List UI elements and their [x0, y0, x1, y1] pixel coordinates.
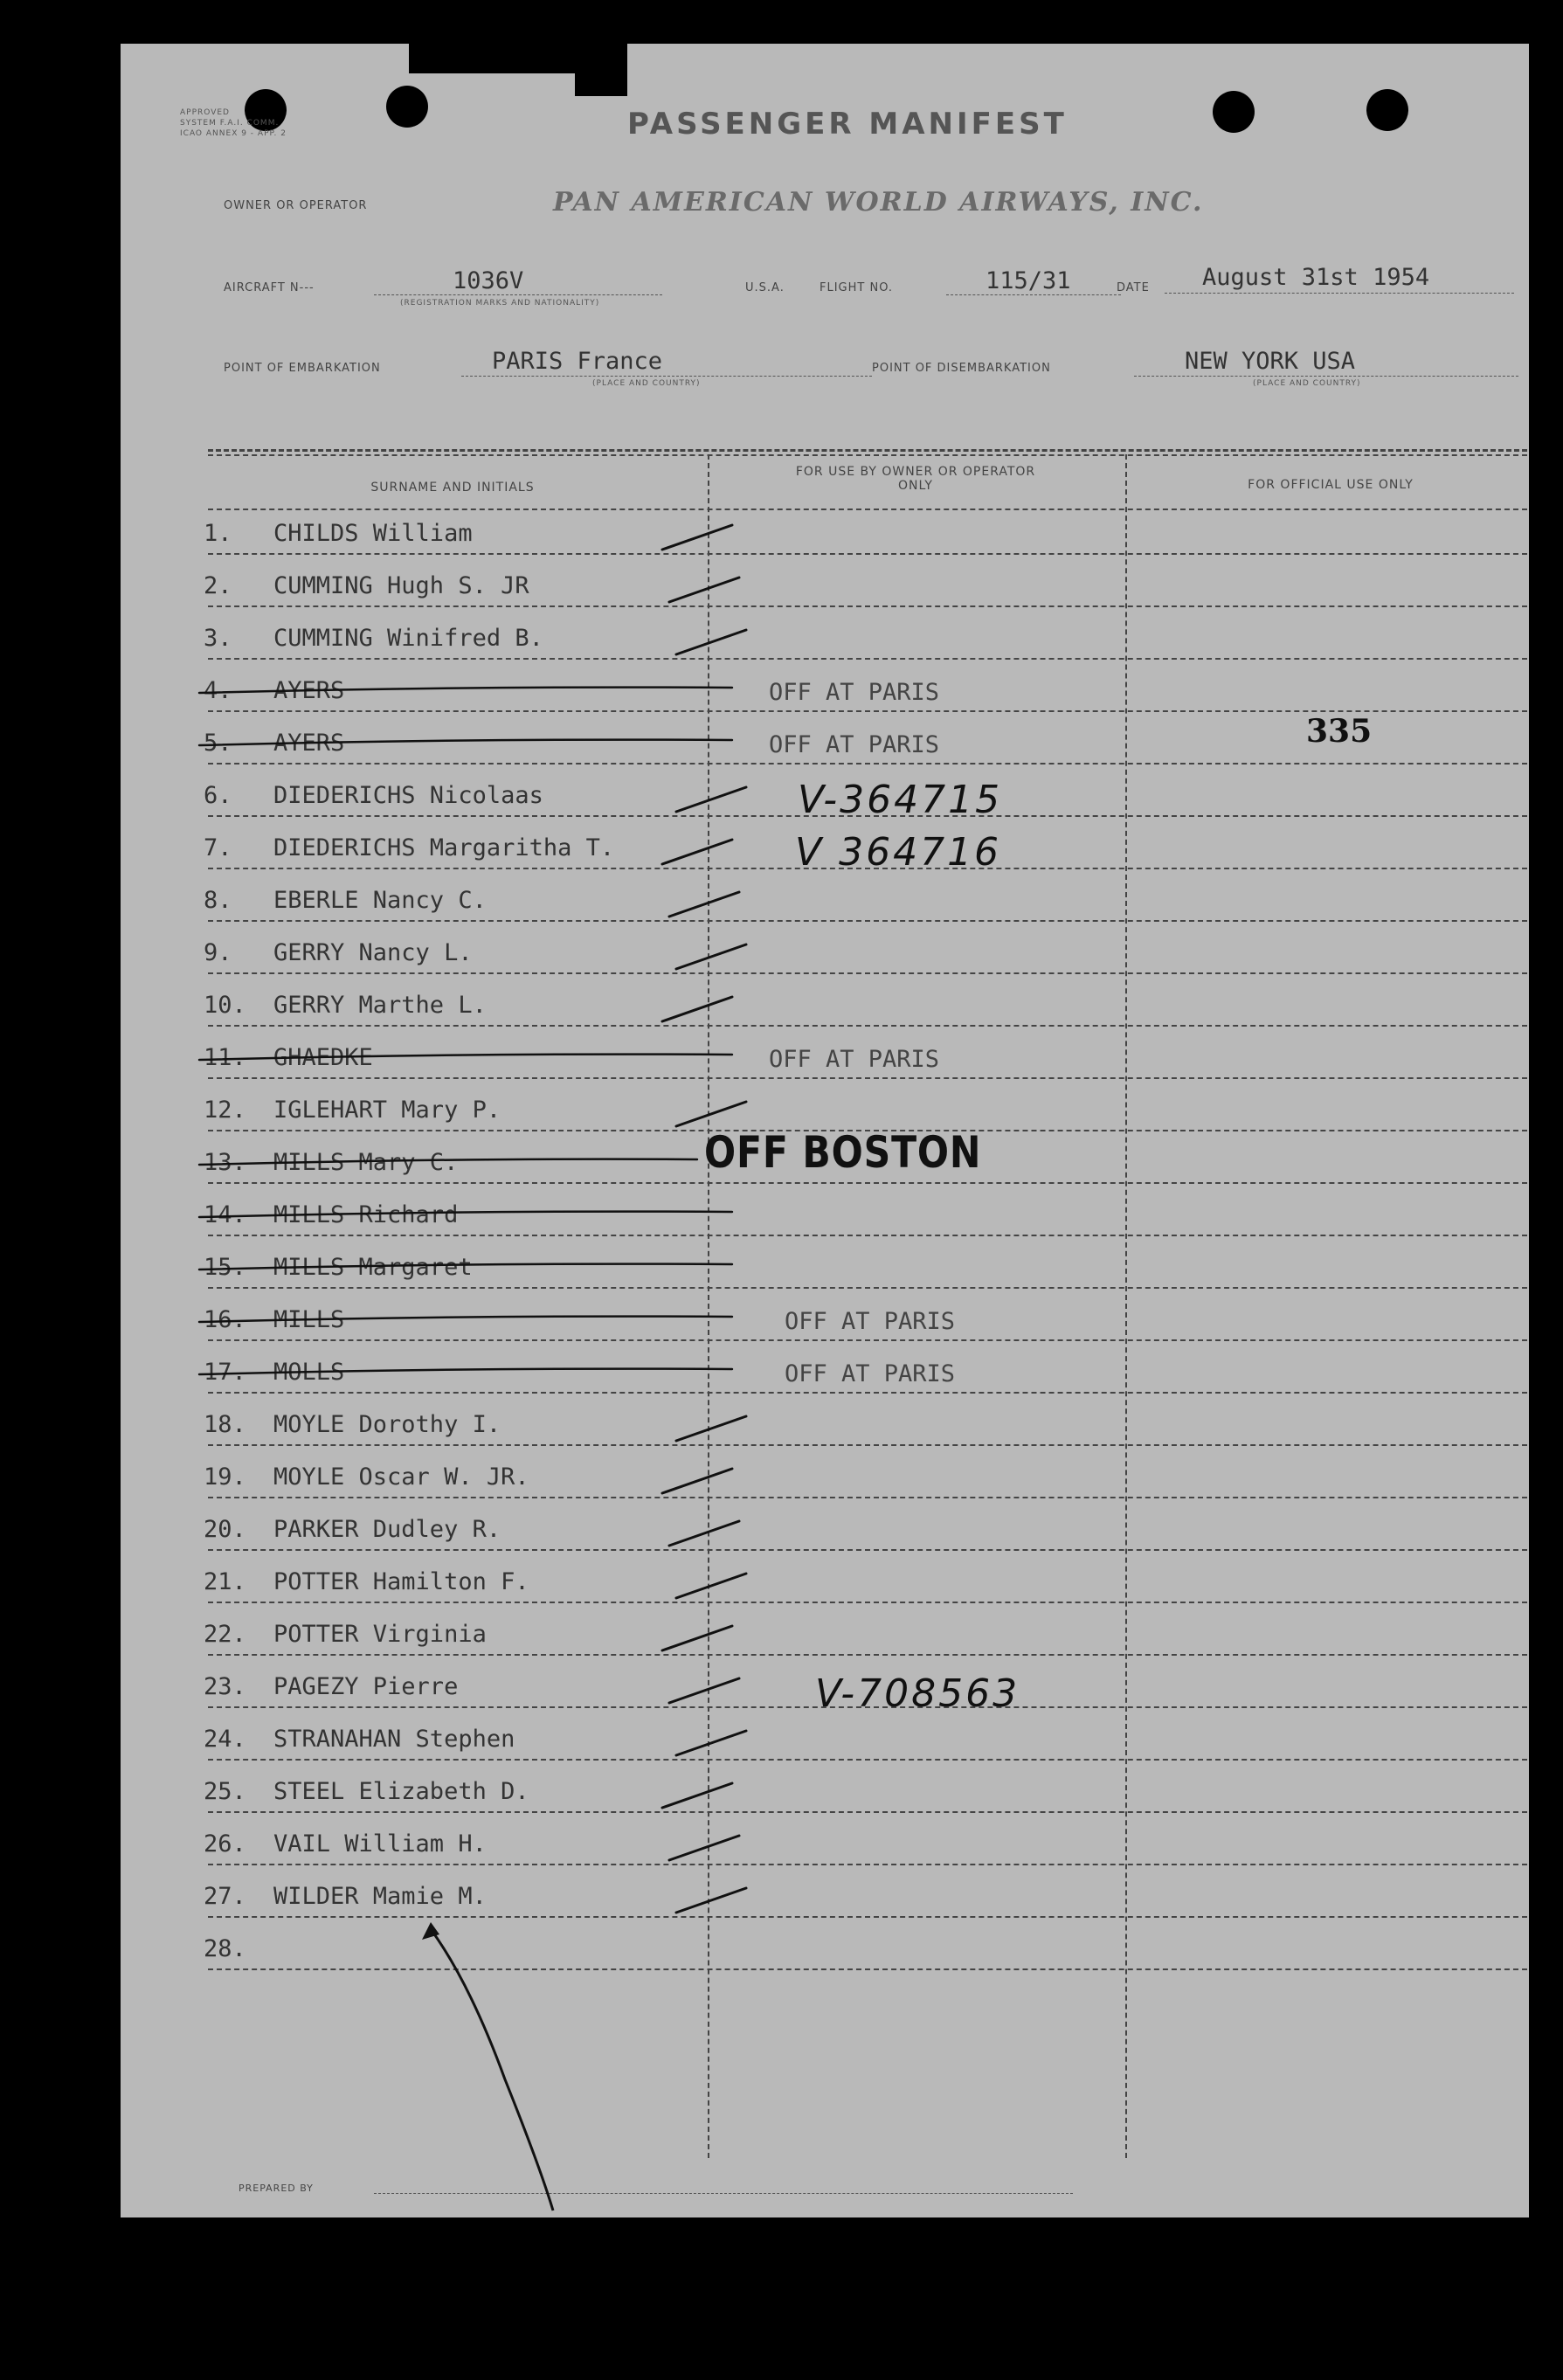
row-number: 15. — [204, 1254, 246, 1281]
strike-line — [199, 1055, 732, 1060]
row-number: 18. — [204, 1411, 246, 1438]
passenger-name: MILLS — [273, 1306, 345, 1333]
row-note: OFF AT PARIS — [769, 731, 940, 758]
passenger-name: MILLS Richard — [273, 1201, 459, 1228]
row-number: 11. — [204, 1044, 246, 1071]
row-number: 3. — [204, 625, 232, 652]
row-number: 9. — [204, 939, 232, 966]
row-number: 19. — [204, 1463, 246, 1491]
check-mark — [676, 787, 746, 812]
pen-marks — [121, 44, 1529, 2217]
row-number: 10. — [204, 992, 246, 1019]
check-mark — [669, 892, 739, 917]
passenger-name: GERRY Marthe L. — [273, 992, 487, 1019]
check-mark — [676, 944, 746, 969]
row-number: 4. — [204, 677, 232, 704]
owner-label: OWNER OR OPERATOR — [224, 199, 368, 212]
row-number: 25. — [204, 1778, 246, 1805]
check-mark — [676, 630, 746, 654]
row-number: 12. — [204, 1097, 246, 1124]
row-number: 14. — [204, 1201, 246, 1228]
date-value: August 31st 1954 — [1202, 264, 1430, 291]
disembark-label: POINT OF DISEMBARKATION — [872, 362, 1051, 375]
form-title: PASSENGER MANIFEST — [627, 107, 1068, 142]
strike-line — [199, 1317, 732, 1322]
column-header-surname: SURNAME AND INITIALS — [370, 481, 535, 495]
owner-value: PAN AMERICAN WORLD AIRWAYS, INC. — [553, 187, 1204, 218]
passenger-name: MOYLE Oscar W. JR. — [273, 1463, 529, 1491]
official-stamp-number: 335 — [1306, 713, 1373, 750]
check-mark — [669, 1836, 739, 1860]
passenger-name: CUMMING Winifred B. — [273, 625, 543, 652]
passenger-name: PAGEZY Pierre — [273, 1673, 459, 1700]
passenger-name: AYERS — [273, 730, 345, 757]
embark-sub: (PLACE AND COUNTRY) — [592, 379, 701, 388]
check-mark — [662, 1626, 732, 1650]
check-mark — [662, 1469, 732, 1493]
row-number: 2. — [204, 572, 232, 599]
passenger-name: CHILDS William — [273, 520, 473, 547]
aircraft-value: 1036V — [453, 267, 524, 294]
usa-label: U.S.A. — [745, 281, 785, 294]
passenger-name: STEEL Elizabeth D. — [273, 1778, 529, 1805]
passenger-name: EBERLE Nancy C. — [273, 887, 487, 914]
manifest-sheet — [121, 44, 1529, 2217]
row-number: 23. — [204, 1673, 246, 1700]
passenger-name: MILLS Margaret — [273, 1254, 473, 1281]
row-number: 17. — [204, 1359, 246, 1386]
passenger-name: WILDER Mamie M. — [273, 1883, 487, 1910]
check-mark — [662, 1783, 732, 1808]
row-number: 6. — [204, 782, 232, 809]
check-mark — [662, 997, 732, 1021]
passenger-name: DIEDERICHS Nicolaas — [273, 782, 543, 809]
check-mark — [676, 1416, 746, 1441]
row-number: 28. — [204, 1935, 246, 1962]
column-header-operator: FOR USE BY OWNER OR OPERATOR ONLY — [795, 465, 1036, 493]
row-number: 16. — [204, 1306, 246, 1333]
row-note: OFF AT PARIS — [785, 1308, 956, 1335]
check-mark — [662, 840, 732, 864]
row-number: 1. — [204, 520, 232, 547]
passenger-name: VAIL William H. — [273, 1830, 487, 1858]
passenger-name: POTTER Virginia — [273, 1621, 487, 1648]
row-note: OFF AT PARIS — [785, 1360, 956, 1387]
passenger-name: MOYLE Dorothy I. — [273, 1411, 501, 1438]
strike-line — [199, 1212, 732, 1217]
embark-label: POINT OF EMBARKATION — [224, 362, 381, 375]
check-mark — [676, 1888, 746, 1913]
passenger-name: DIEDERICHS Margaritha T. — [273, 834, 615, 861]
strike-line — [199, 1264, 732, 1270]
aircraft-sub: (REGISTRATION MARKS AND NATIONALITY) — [400, 299, 600, 308]
check-mark — [669, 1521, 739, 1546]
passenger-name: IGLEHART Mary P. — [273, 1097, 501, 1124]
prepared-by-label: PREPARED BY — [239, 2183, 314, 2194]
row-number: 22. — [204, 1621, 246, 1648]
passenger-name: GERRY Nancy L. — [273, 939, 473, 966]
row-number: 27. — [204, 1883, 246, 1910]
visa-number-23: V-708563 — [815, 1671, 1020, 1716]
check-mark — [676, 1102, 746, 1126]
row-note: OFF AT PARIS — [769, 679, 940, 706]
visa-number-6: V-364715 — [798, 778, 1003, 822]
row-number: 7. — [204, 834, 232, 861]
row-number: 8. — [204, 887, 232, 914]
flight-label: FLIGHT NO. — [820, 281, 894, 294]
strike-line — [199, 740, 732, 745]
row-number: 13. — [204, 1149, 246, 1176]
check-mark — [669, 578, 739, 602]
aircraft-label: AIRCRAFT N--- — [224, 281, 315, 294]
disembark-value: NEW YORK USA — [1185, 348, 1356, 375]
strike-line — [199, 1159, 697, 1165]
row-number: 24. — [204, 1726, 246, 1753]
passenger-name: MOLLS — [273, 1359, 345, 1386]
row-number: 26. — [204, 1830, 246, 1858]
check-mark — [676, 1731, 746, 1755]
approval-line: SYSTEM F.A.I. COMM. — [180, 119, 280, 128]
row-number: 21. — [204, 1568, 246, 1595]
passenger-name: MILLS Mary C. — [273, 1149, 459, 1176]
passenger-name: PARKER Dudley R. — [273, 1516, 501, 1543]
approval-line: ICAO ANNEX 9 - APP. 2 — [180, 129, 287, 138]
passenger-name: STRANAHAN Stephen — [273, 1726, 515, 1753]
off-boston-stamp: OFF BOSTON — [704, 1127, 982, 1178]
approval-line: APPROVED — [180, 108, 230, 117]
check-mark — [669, 1678, 739, 1703]
pen-stroke-arrow — [431, 1929, 553, 2210]
passenger-name: POTTER Hamilton F. — [273, 1568, 529, 1595]
row-note: OFF AT PARIS — [769, 1046, 940, 1073]
embark-value: PARIS France — [492, 348, 663, 375]
row-number: 5. — [204, 730, 232, 757]
check-mark — [662, 525, 732, 550]
flight-value: 115/31 — [986, 267, 1071, 294]
passenger-name: CUMMING Hugh S. JR — [273, 572, 529, 599]
date-label: DATE — [1117, 281, 1150, 294]
passenger-name: GHAEDKE — [273, 1044, 373, 1071]
disembark-sub: (PLACE AND COUNTRY) — [1253, 379, 1361, 388]
row-number: 20. — [204, 1516, 246, 1543]
visa-number-7: V 364716 — [795, 830, 1002, 875]
strike-line — [199, 688, 732, 693]
passenger-name: AYERS — [273, 677, 345, 704]
check-mark — [676, 1574, 746, 1598]
column-header-official: FOR OFFICIAL USE ONLY — [1248, 478, 1414, 492]
strike-line — [199, 1369, 732, 1374]
